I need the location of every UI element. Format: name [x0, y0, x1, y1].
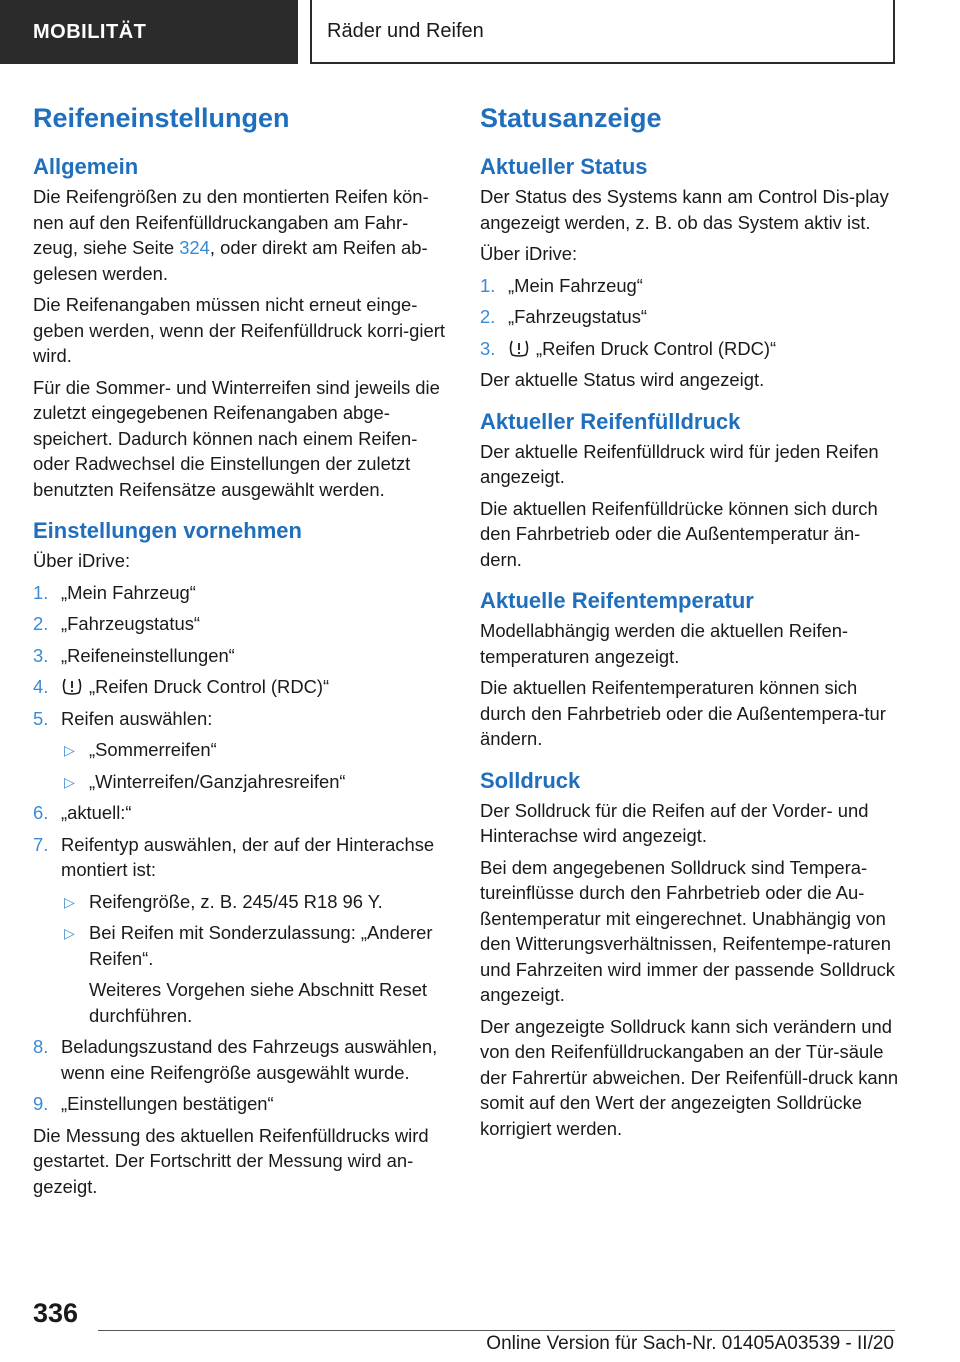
sub-text: Bei Reifen mit Sonderzulassung: „Anderer Reifen“.: [89, 922, 433, 969]
footer-divider: [98, 1330, 895, 1331]
list-item: [33, 832, 453, 1029]
triangle-bullet-icon: ▷: [64, 773, 75, 790]
step-text: „aktuell:“: [61, 802, 132, 823]
list-item: [480, 304, 900, 330]
text: , oder direkt am Reifen ab-gelesen werden.: [33, 237, 428, 284]
triangle-bullet-icon: ▷: [64, 893, 75, 910]
pressure-paragraph-2: Die aktuellen Reifenfülldrücke können sich durch den Fahrbetrieb oder die Außentemperatur än-dern.: [480, 497, 878, 570]
sub-item: [61, 737, 453, 763]
list-item: [33, 643, 453, 669]
status-paragraph: Der Status des Systems kann am Control Dis-play angezeigt werden, z. B. ob das System aktiv ist.: [480, 186, 889, 233]
step-number: 9.: [33, 1093, 49, 1114]
general-paragraph-2: Die Reifenangaben müssen nicht erneut einge-geben werden, wenn der Reifenfülldruck korri-giert wird.: [33, 294, 445, 366]
step-number: 3.: [480, 337, 496, 359]
section-title-status-display: Statusanzeige: [480, 103, 662, 133]
status-steps: [480, 273, 900, 362]
header-section: [0, 0, 298, 64]
general-paragraph-1: [33, 184, 453, 286]
page-link[interactable]: 324: [179, 237, 210, 258]
heading-make-settings: Einstellungen vornehmen: [33, 518, 302, 543]
list-item: [33, 674, 453, 700]
target-paragraph-1: Der Solldruck für die Reifen auf der Vorder- und Hinterachse wird angezeigt.: [480, 799, 869, 846]
list-item: [33, 580, 453, 606]
heading-current-pressure: Aktueller Reifenfülldruck: [480, 408, 741, 434]
step-text: „Mein Fahrzeug“: [508, 274, 643, 296]
sub-item: [61, 889, 453, 915]
list-item: [480, 336, 900, 362]
tire-pressure-warning-icon: [508, 339, 530, 357]
sub-text: „Sommerreifen“: [89, 739, 217, 760]
temperature-paragraph-1: Modellabhängig werden die aktuellen Reifen-temperaturen angezeigt.: [480, 620, 849, 667]
section-title-tire-settings: Reifeneinstellungen: [33, 103, 290, 133]
step-text: „Einstellungen bestätigen“: [61, 1093, 274, 1114]
target-paragraph-3: Der angezeigte Solldruck kann sich verändern und von den Reifenfülldruckangaben an der Tür-säule der Fahrertür abweichen. Der Reifenfüll-druck kann somit auf den Wert der angezeigten Solldrücke korrigiert werden.: [480, 1015, 899, 1139]
sub-note: Weiteres Vorgehen siehe Abschnitt Reset durchführen.: [89, 979, 428, 1026]
sub-list: [61, 737, 453, 794]
temperature-paragraph-2: Die aktuellen Reifentemperaturen können sich durch den Fahrbetrieb oder die Außentempera-tur ändern.: [480, 677, 886, 749]
sub-list: [61, 889, 453, 1029]
footer-text: Online Version für Sach-Nr. 01405A03539 - II/20: [486, 1333, 894, 1354]
step-number: 1.: [33, 581, 49, 603]
sub-item: [61, 769, 453, 795]
sub-text: Reifengröße, z. B. 245/45 R18 96 Y.: [89, 890, 383, 912]
heading-general: Allgemein: [33, 154, 139, 179]
tire-pressure-warning-icon: [61, 677, 83, 695]
general-paragraph-3: Für die Sommer- und Winterreifen sind jeweils die zuletzt eingegebenen Reifenangaben abge-speichert. Dadurch können nach einem Reifen- oder Radwechsel die Einstellungen der zuletzt benutzten Reifensätze ausgewählt werden.: [33, 376, 440, 500]
step-text: „Reifen Druck Control (RDC)“: [89, 676, 330, 697]
step-number: 2.: [480, 306, 496, 327]
heading-current-temperature: Aktuelle Reifentemperatur: [480, 588, 754, 613]
page-number: 336: [33, 1298, 79, 1328]
header-chapter: [310, 0, 895, 64]
list-item: [33, 1091, 453, 1117]
list-item: [33, 706, 453, 795]
settings-steps: [33, 580, 453, 1117]
step-number: 2.: [33, 613, 49, 634]
step-text: „Mein Fahrzeug“: [61, 581, 196, 603]
chapter-label: Räder und Reifen: [327, 19, 484, 42]
sub-item: [61, 920, 453, 1028]
step-number: 8.: [33, 1036, 49, 1057]
triangle-bullet-icon: ▷: [64, 742, 75, 758]
text: Die Reifengrößen zu den montierten Reifen kön-nen auf den Reifenfülldruckangaben am Fahr-zeug, siehe Seite: [33, 186, 429, 258]
step-number: 5.: [33, 707, 49, 729]
step-text: „Reifeneinstellungen“: [61, 644, 235, 666]
settings-outro: Die Messung des aktuellen Reifenfülldrucks wird gestartet. Der Fortschritt der Messung wird an-gezeigt.: [33, 1124, 429, 1197]
step-number: 4.: [33, 676, 49, 697]
step-text: „Fahrzeugstatus“: [61, 613, 201, 634]
triangle-bullet-icon: ▷: [64, 925, 75, 941]
section-label: MOBILITÄT: [33, 20, 147, 43]
step-number: 6.: [33, 802, 49, 823]
step-text: Reifentyp auswählen, der auf der Hinterachse montiert ist:: [61, 833, 435, 880]
idrive-intro: Über iDrive:: [33, 550, 131, 571]
idrive-intro: Über iDrive:: [480, 243, 578, 264]
right-column: [480, 100, 900, 1147]
step-number: 3.: [33, 644, 49, 666]
step-text: Reifen auswählen:: [61, 707, 213, 729]
step-text: Beladungszustand des Fahrzeugs auswählen, wenn eine Reifengröße ausgewählt wurde.: [61, 1036, 438, 1083]
sub-text: „Winterreifen/Ganzjahresreifen“: [89, 770, 346, 792]
list-item: [33, 1034, 453, 1085]
heading-current-status: Aktueller Status: [480, 154, 648, 179]
list-item: [33, 800, 453, 826]
list-item: [33, 611, 453, 637]
step-number: 7.: [33, 833, 49, 855]
step-text: „Reifen Druck Control (RDC)“: [536, 337, 777, 359]
left-column: [33, 100, 453, 1205]
list-item: [480, 273, 900, 299]
heading-target-pressure: Solldruck: [480, 767, 581, 793]
step-number: 1.: [480, 274, 496, 296]
step-text: „Fahrzeugstatus“: [508, 306, 648, 327]
target-paragraph-2: Bei dem angegebenen Solldruck sind Tempera-tureinflüsse durch den Fahrbetrieb oder die Au-ßentemperatur mit eingerechnet. Unabhängig von den Witterungsverhältnissen, Reifentempe-raturen und Fahrzeiten wird immer der passende Solldruck angezeigt.: [480, 856, 896, 1005]
pressure-paragraph-1: Der aktuelle Reifenfülldruck wird für jeden Reifen angezeigt.: [480, 440, 879, 487]
status-outro: Der aktuelle Status wird angezeigt.: [480, 369, 765, 390]
